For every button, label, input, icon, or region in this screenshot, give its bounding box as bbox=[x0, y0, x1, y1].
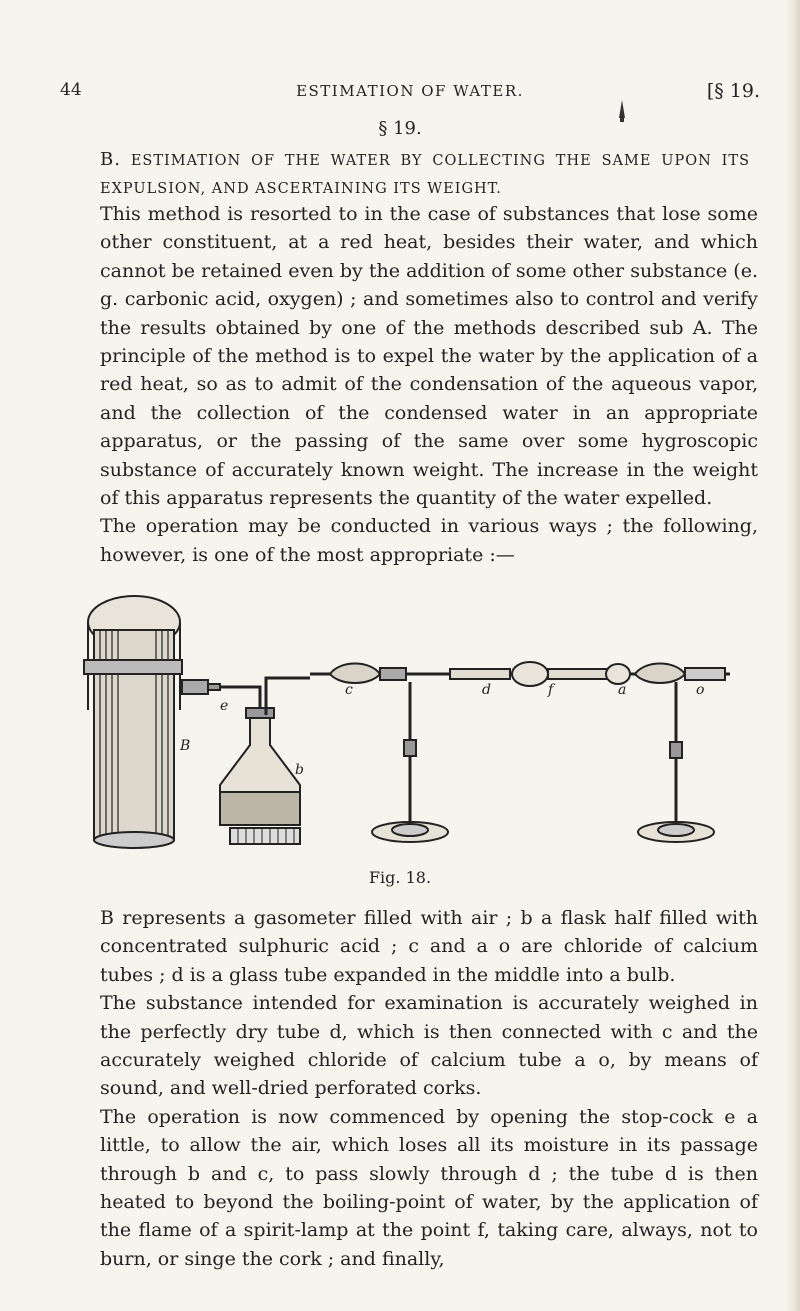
stand-right bbox=[638, 682, 714, 842]
label-a: a bbox=[618, 682, 627, 698]
figure-caption: Fig. 18. bbox=[368, 868, 432, 887]
body-text-top bbox=[100, 200, 758, 569]
label-B: B bbox=[180, 738, 191, 754]
body-text-bottom bbox=[100, 904, 758, 1273]
page-edge bbox=[786, 0, 800, 1311]
gasometer bbox=[84, 596, 220, 848]
apparatus-figure bbox=[70, 570, 750, 860]
running-head bbox=[60, 80, 760, 104]
running-title: ESTIMATION OF WATER. bbox=[296, 82, 524, 100]
calcium-tube-ao bbox=[606, 664, 725, 685]
stand-left bbox=[372, 682, 448, 842]
label-d: d bbox=[482, 682, 491, 698]
paragraph: The operation may be conducted in various ways ; the following, however, is one of the most appropriate :— bbox=[100, 515, 758, 566]
label-f: f bbox=[548, 682, 554, 698]
label-b: b bbox=[295, 762, 304, 778]
heading-text: ESTIMATION OF THE WATER BY COLLECTING THE SAME UPON ITS EXPULSION, AND ASCERTAINING ITS WEIGHT. bbox=[100, 153, 750, 197]
flask bbox=[220, 708, 300, 844]
paragraph: This method is resorted to in the case of substances that lose some other constituent, at a red heat, besides their water, and which cannot be retained even by the addition of some other substance (e. g. carbonic acid, oxygen) ; and sometimes also to control and verify the results obtained by one of the methods described sub A. The principle of the method is to expel the water by the application of a red heat, so as to admit of the condensation of the aqueous vapor, and the collection of the condensed water in an appropriate apparatus, or the passing of the same over some hygroscopic substance of accurately known weight. The increase in the weight of this apparatus represents the quantity of the water expelled. bbox=[100, 203, 758, 510]
label-e: e bbox=[220, 698, 229, 714]
heading-lead: B. bbox=[100, 149, 121, 170]
label-c: c bbox=[345, 682, 353, 698]
calcium-tube-c bbox=[330, 664, 406, 684]
label-o: o bbox=[696, 682, 705, 698]
paragraph: The operation is now commenced by opening the stop-cock e a little, to allow the air, which loses all its moisture in its passage through b and c, to pass slowly through d ; the tube d is then heated to beyond the boiling-point of water, by the application of the flame of a spirit-lamp at the point f, taking care, always, not to burn, or singe the cork ; and finally, bbox=[100, 1105, 758, 1270]
paragraph: B represents a gasometer filled with air ; b a flask half filled with concentrated sulphuric acid ; c and a o are chloride of calcium tubes ; d is a glass tube expanded in the middle into a bulb. bbox=[100, 907, 758, 986]
paragraph: The substance intended for examination is accurately weighed in the perfectly dry tube d, which is then connected with c and the accurately weighed chloride of calcium tube a o, by means of sound, and well-dried perforated corks. bbox=[100, 992, 758, 1100]
bulb-tube-d bbox=[450, 662, 618, 686]
section-reference: [§ 19. bbox=[706, 80, 760, 102]
section-mark: § 19. bbox=[378, 118, 422, 139]
section-heading bbox=[100, 146, 750, 203]
page-number: 44 bbox=[60, 80, 82, 100]
